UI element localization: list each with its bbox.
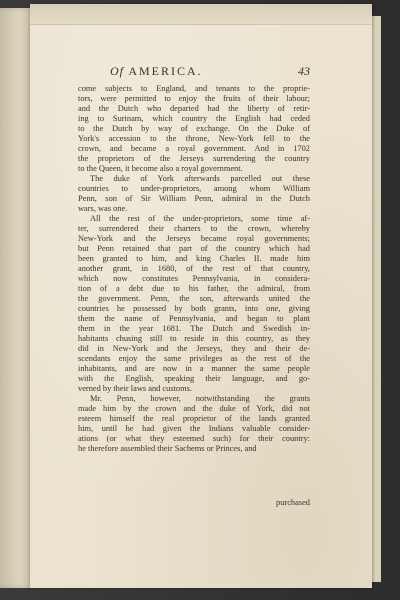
text-line: countries he possessed by both grants, into one, giving — [78, 304, 310, 313]
text-line: but Penn retained that part of the country which had — [78, 244, 310, 253]
text-line: to the Queen, it become also a royal government. — [78, 164, 243, 173]
text-line: countries to under-proprietors, among whom William — [78, 184, 310, 193]
text-line: ing to Surinam, which country the English had ceded — [78, 114, 310, 123]
paragraph — [78, 214, 310, 394]
text-line: to the Dutch by way of exchange. On the Duke of — [78, 124, 310, 133]
body-text — [78, 84, 310, 454]
running-head-of: Of — [110, 64, 124, 78]
running-head — [110, 64, 203, 79]
text-line: esteem himself the real proprietor of the lands granted — [78, 414, 310, 423]
text-line: Mr. Penn, however, notwithstanding the grants — [90, 394, 310, 403]
text-line: The duke of York afterwards parcelled out these — [90, 174, 310, 183]
running-head-america: AMERICA. — [128, 64, 203, 78]
text-line: scendants enjoy the same privileges as the rest of the — [78, 354, 310, 363]
page-header — [78, 64, 310, 84]
text-line: which now constitutes Pennsylvania, in considera- — [78, 274, 310, 283]
page-number: 43 — [298, 64, 310, 78]
text-line: and the Dutch who departed had the liberty of retir- — [78, 104, 310, 113]
text-line: made him by the crown and the duke of York, did not — [78, 404, 310, 413]
text-line: the government. Penn, the son, afterwards united the — [78, 294, 310, 303]
text-line: the proprietors of the Jerseys surrendering the country — [78, 154, 310, 163]
text-line: wars, was one. — [78, 204, 128, 213]
text-line: been granted to him, and king Charles II. made him — [78, 254, 310, 263]
text-line: did in New-York and the Jerseys, they and their de- — [78, 344, 310, 353]
text-line: crown, and became a royal government. And in 1702 — [78, 144, 310, 153]
text-line: inhabitants, and are now in a manner the same people — [78, 364, 310, 373]
text-line: come subjects to England, and tenants to the proprie- — [78, 84, 310, 93]
text-line: New-York and the Jerseys became royal governments; — [78, 234, 310, 243]
text-line: with the English, speaking their language, and go- — [78, 374, 310, 383]
text-line: Penn, son of Sir William Penn, admiral in the Dutch — [78, 194, 310, 203]
facing-page-edge — [0, 8, 33, 588]
text-line: York's accession to the throne, New-York fell to the — [78, 134, 310, 143]
text-line: them the name of Pennsylvania, and began to plant — [78, 314, 310, 323]
text-line: him, until he had given the Indians valuable consider- — [78, 424, 310, 433]
text-line: tors, were permitted to enjoy the fruits of their labour; — [78, 94, 310, 103]
text-line: habitants chusing still to reside in this country, as they — [78, 334, 310, 343]
text-line: ter, surrendered their charters to the crown, whereby — [78, 224, 310, 233]
paragraph — [78, 394, 310, 454]
text-line: tion of a debt due to his father, the admiral, from — [78, 284, 310, 293]
text-line: them in the year 1681. The Dutch and Swedish in- — [78, 324, 310, 333]
paragraph — [78, 84, 310, 174]
text-line: another grant, in 1680, of the rest of that country, — [78, 264, 310, 273]
text-line: verned by their laws and customs. — [78, 384, 192, 393]
text-line: he therefore assembled their Sachems or Princes, and — [78, 444, 257, 453]
text-line: ations (or what they esteemed such) for their country: — [78, 434, 310, 443]
catchword: purchased — [276, 498, 310, 507]
paragraph — [78, 174, 310, 214]
page-top-fold — [30, 4, 372, 25]
text-line: All the rest of the under-proprietors, some time af- — [90, 214, 310, 223]
